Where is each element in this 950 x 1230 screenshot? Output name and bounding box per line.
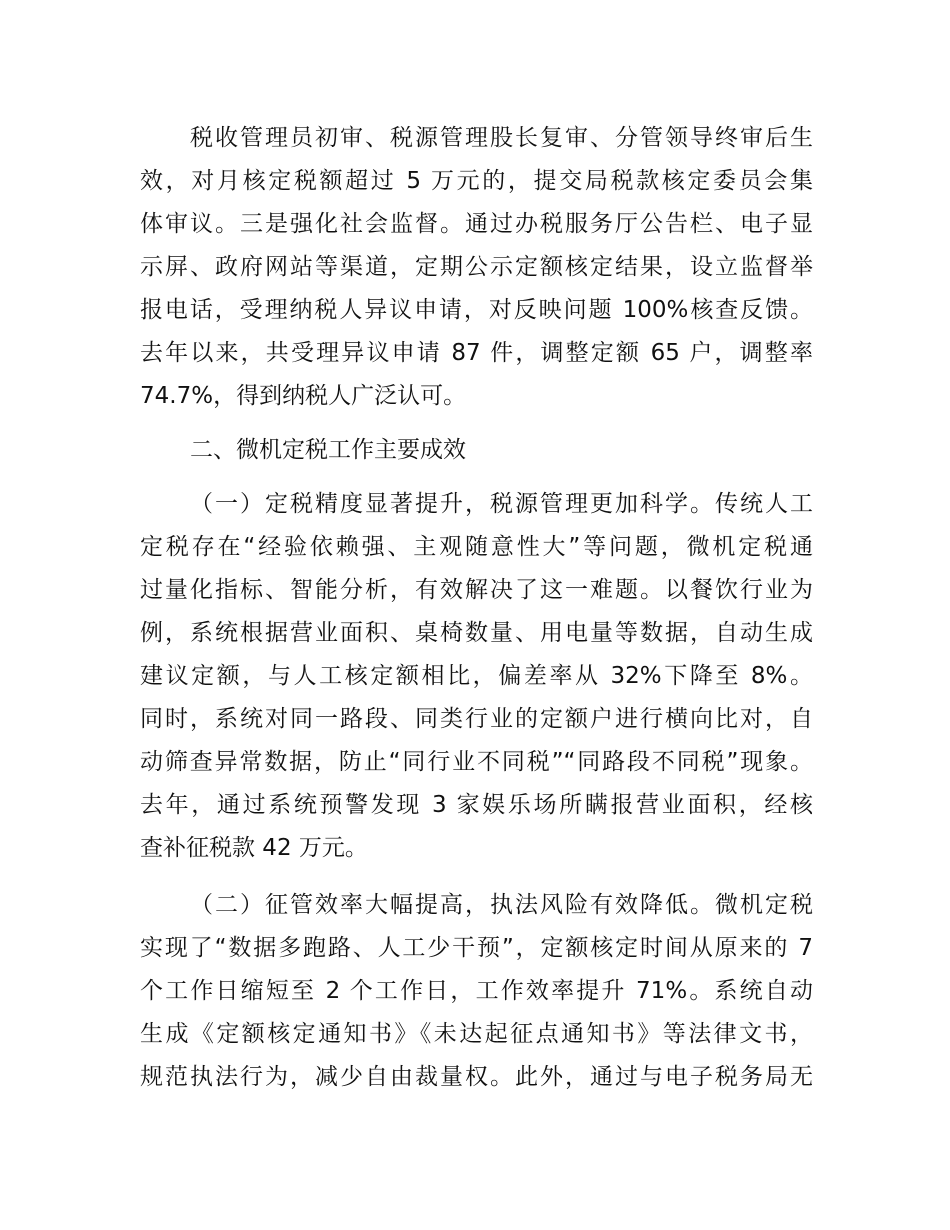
text-line: 建议定额，与人工核定额相比，偏差率从 32%下降至 8%。 — [140, 663, 813, 689]
text-line: 同时，系统对同一路段、同类行业的定额户进行横向比对，自 — [140, 706, 813, 732]
text-line: （一）定税精度显著提升，税源管理更加科学。传统人工 — [190, 491, 813, 517]
heading-text: 二、微机定税工作主要成效 — [190, 437, 466, 463]
text-line: 规范执法行为，减少自由裁量权。此外，通过与电子税务局无 — [140, 1064, 813, 1090]
text-line: 动筛查异常数据，防止“同行业不同税”“同路段不同税”现象。 — [140, 749, 813, 775]
paragraph-efficiency — [140, 884, 813, 1099]
section-heading — [140, 429, 813, 472]
text-line: 个工作日缩短至 2 个工作日，工作效率提升 71%。系统自动 — [140, 978, 813, 1004]
text-line: 实现了“数据多跑路、人工少干预”，定额核定时间从原来的 7 — [140, 935, 813, 961]
text-line: 报电话，受理纳税人异议申请，对反映问题 100%核查反馈。 — [140, 297, 813, 323]
text-line: 生成《定额核定通知书》《未达起征点通知书》等法律文书， — [140, 1021, 813, 1047]
paragraph-review-supervision — [140, 117, 813, 418]
text-line: 体审议。三是强化社会监督。通过办税服务厅公告栏、电子显 — [140, 211, 813, 237]
text-line: 74.7%，得到纳税人广泛认可。 — [140, 383, 467, 409]
text-line: 税收管理员初审、税源管理股长复审、分管领导终审后生 — [190, 125, 813, 151]
text-line: （二）征管效率大幅提高，执法风险有效降低。微机定税 — [190, 892, 813, 918]
text-line: 示屏、政府网站等渠道，定期公示定额核定结果，设立监督举 — [140, 254, 813, 280]
text-line: 例，系统根据营业面积、桌椅数量、用电量等数据，自动生成 — [140, 620, 813, 646]
text-line: 查补征税款 42 万元。 — [140, 835, 368, 861]
text-line: 去年以来，共受理异议申请 87 件，调整定额 65 户，调整率 — [140, 340, 813, 366]
text-line: 效，对月核定税额超过 5 万元的，提交局税款核定委员会集 — [140, 168, 813, 194]
text-line: 去年，通过系统预警发现 3 家娱乐场所瞒报营业面积，经核 — [140, 792, 813, 818]
paragraph-accuracy — [140, 483, 813, 870]
text-line: 过量化指标、智能分析，有效解决了这一难题。以餐饮行业为 — [140, 577, 813, 603]
text-line: 定税存在“经验依赖强、主观随意性大”等问题，微机定税通 — [140, 534, 813, 560]
document-page — [140, 117, 813, 1110]
